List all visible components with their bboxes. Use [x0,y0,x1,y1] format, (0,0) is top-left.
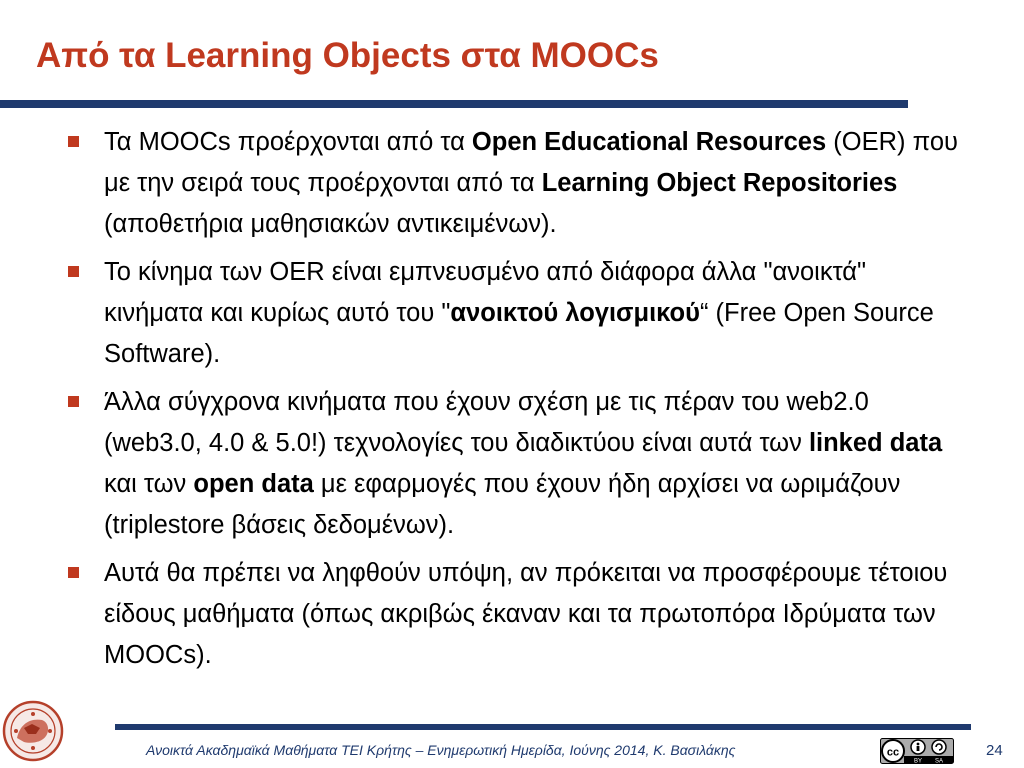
bullet-text: Άλλα σύγχρονα κινήματα που έχουν σχέση με τις πέραν του web2.0 (web3.0, 4.0 & 5.0!) τεχνολογίες του διαδικτύου είναι αυτά των [104,388,869,457]
square-bullet-icon [68,266,79,277]
bullet-item [66,122,971,245]
bullet-bold-text: open data [193,470,314,498]
bullet-bold-text: linked data [808,429,943,457]
title-divider [0,100,908,108]
license-by-label: BY [913,758,923,764]
bullet-text: (OER) που με την σειρά τους προέρχονται από τα [104,128,958,197]
bullet-list [66,122,971,683]
bullet-text: Το κίνημα των OER είναι εμπνευσμένο από διάφορα άλλα "ανοικτά" κινήματα και κυρίως αυτό του " [104,258,867,327]
bullet-text: Αυτά θα πρέπει να ληφθούν υπόψη, αν πρόκειται να προσφέρουμε τέτοιου είδους μαθήματα (όπως ακριβώς έκαναν και τα πρωτοπόρα Ιδρύματα των MOOCs). [104,559,948,669]
square-bullet-icon [68,396,79,407]
bullet-bold-text: ανοικτού λογισμικού [450,299,700,327]
square-bullet-icon [68,567,79,578]
license-sa-label: SA [934,758,944,764]
bullet-bold-text: Learning Object Repositories [541,169,898,197]
bullet-item [66,553,971,676]
bullet-text: “ (Free Open Source Software). [104,299,934,368]
cc-by-sa-icon [880,738,954,764]
bullet-bold-text: Open Educational Resources [471,128,827,156]
bullet-text: Τα MOOCs προέρχονται από τα [104,128,472,156]
square-bullet-icon [68,136,79,147]
footer-text: Ανοικτά Ακαδημαϊκά Μαθήματα ΤΕΙ Κρήτης – Ενημερωτική Ημερίδα, Ιούνης 2014, Κ. Βασιλάκης [146,742,736,758]
bullet-text: και των [104,429,957,498]
svg-text:cc: cc [886,746,900,759]
bullet-item [66,252,971,375]
bullet-text: (αποθετήρια μαθησιακών αντικειμένων). [104,210,557,238]
page-number: 24 [986,742,1003,759]
tei-crete-seal-icon [2,700,64,762]
footer-divider [115,724,971,730]
slide-title: Από τα Learning Objects στα MOOCs [36,36,659,75]
bullet-item [66,382,971,546]
bullet-text: με εφαρμογές που έχουν ήδη αρχίσει να ωριμάζουν (triplestore βάσεις δεδομένων). [104,470,901,539]
